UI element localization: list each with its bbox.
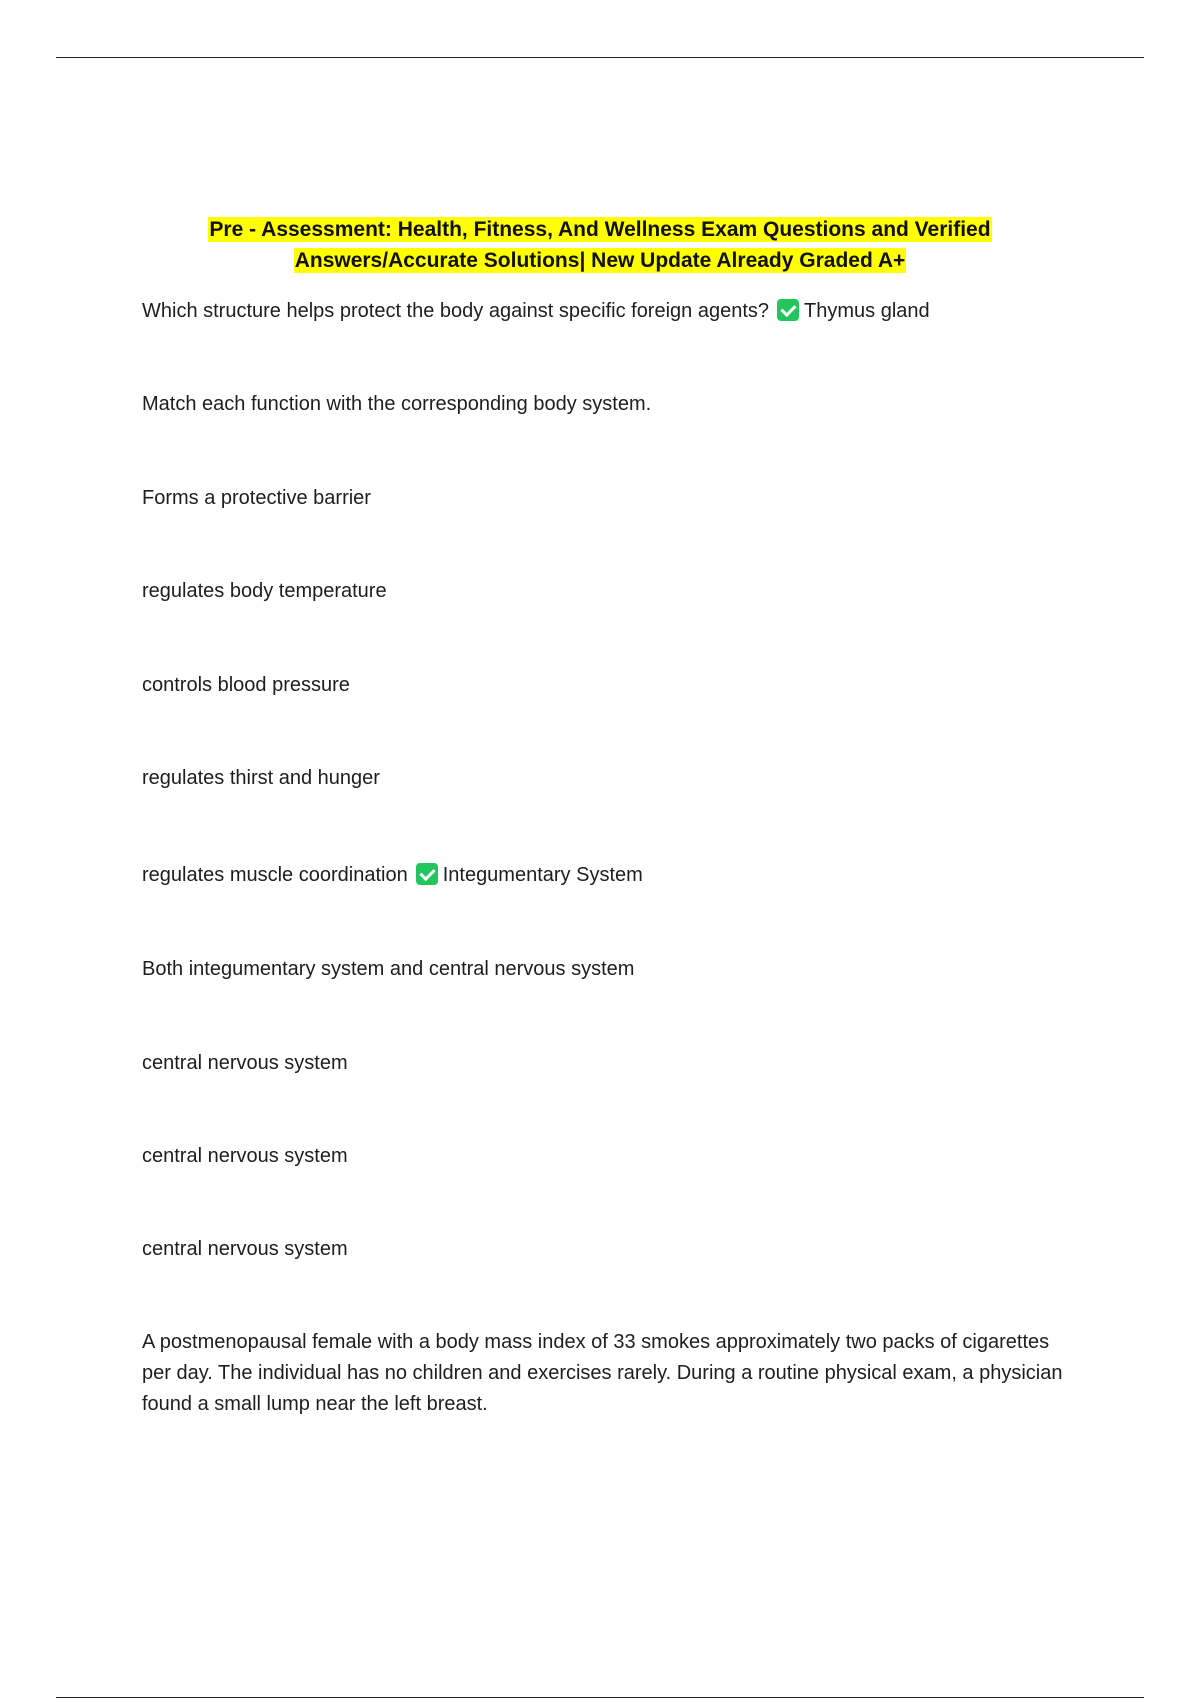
system-item: central nervous system xyxy=(142,1052,348,1074)
question-1 xyxy=(142,298,930,324)
check-mark-icon xyxy=(416,863,438,885)
top-rule xyxy=(56,57,1144,58)
question-1-answer: Thymus gland xyxy=(804,300,930,322)
document-title xyxy=(100,214,1100,276)
function-item: controls blood pressure xyxy=(142,674,350,696)
bottom-rule xyxy=(56,1697,1144,1698)
scenario-paragraph: A postmenopausal female with a body mass index of 33 smokes approximately two packs of cigarettes per day. The individual has no children and exercises rarely. During a routine physical exam, a physician found a small lump near the left breast. xyxy=(142,1331,1063,1415)
title-line-1: Pre - Assessment: Health, Fitness, And Wellness Exam Questions and Verified xyxy=(209,218,991,241)
question-1-text: Which structure helps protect the body against specific foreign agents? xyxy=(142,300,770,322)
check-mark-icon xyxy=(777,299,799,321)
system-item: Both integumentary system and central nervous system xyxy=(142,958,635,980)
match-prompt: Match each function with the corresponding body system. xyxy=(142,393,652,415)
system-item: central nervous system xyxy=(142,1145,348,1167)
system-item: central nervous system xyxy=(142,1238,348,1260)
function-item-with-answer xyxy=(142,862,643,888)
match-answer: Integumentary System xyxy=(442,864,643,886)
function-item: regulates muscle coordination xyxy=(142,864,408,886)
function-item: regulates thirst and hunger xyxy=(142,767,380,789)
function-item: regulates body temperature xyxy=(142,580,387,602)
title-line-2: Answers/Accurate Solutions| New Update Already Graded A+ xyxy=(294,249,906,272)
function-item: Forms a protective barrier xyxy=(142,487,371,509)
